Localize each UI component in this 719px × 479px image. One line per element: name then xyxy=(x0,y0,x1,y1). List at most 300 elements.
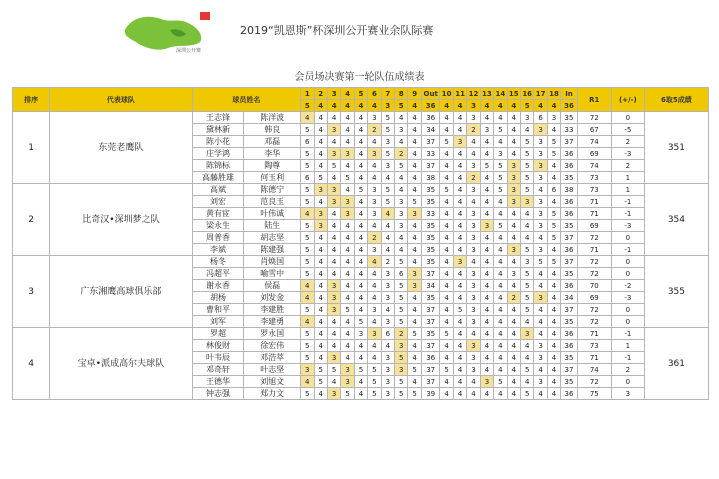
hole-score: 4 xyxy=(480,112,493,124)
hole-score: 3 xyxy=(368,208,381,220)
team-total: 354 xyxy=(644,184,708,256)
hole-score: 4 xyxy=(368,136,381,148)
hole-score: 3 xyxy=(534,220,547,232)
hole-score: 4 xyxy=(494,316,507,328)
hole-score: 3 xyxy=(368,304,381,316)
hole-score: 6 xyxy=(301,136,314,148)
hole-score: 4 xyxy=(368,340,381,352)
hole-score: 4 xyxy=(440,124,453,136)
team-name: 东莞老鹰队 xyxy=(50,112,193,184)
hole-score: 3 xyxy=(534,244,547,256)
hole-score: 5 xyxy=(395,292,408,304)
hole-score: 4 xyxy=(440,280,453,292)
hole-score: 4 xyxy=(520,316,533,328)
hole-score: 4 xyxy=(453,352,466,364)
hole-score: 4 xyxy=(341,316,354,328)
hole-score: 4 xyxy=(440,304,453,316)
player-row xyxy=(13,256,709,268)
hole-score: 4 xyxy=(395,112,408,124)
hole-score: 4 xyxy=(494,244,507,256)
hole-score: 4 xyxy=(301,112,314,124)
hole-score: 5 xyxy=(494,160,507,172)
hole-score: 3 xyxy=(314,220,327,232)
hole-score: 3 xyxy=(534,124,547,136)
hole-score: 4 xyxy=(341,244,354,256)
hole-score: 4 xyxy=(314,124,327,136)
hole-score: 4 xyxy=(301,292,314,304)
team-rank: 3 xyxy=(13,256,50,328)
hole-score: 4 xyxy=(453,196,466,208)
player-name: 罗超 xyxy=(192,328,244,340)
hole-score: 4 xyxy=(301,316,314,328)
hole-score: 3 xyxy=(341,196,354,208)
hole-score: 5 xyxy=(494,376,507,388)
round-total: 69 xyxy=(577,148,611,160)
hole-score: 4 xyxy=(327,316,340,328)
hole-score: 4 xyxy=(547,352,560,364)
round-total: 73 xyxy=(577,340,611,352)
player-name: 刘军 xyxy=(192,316,244,328)
player-name: 黄有宧 xyxy=(192,208,244,220)
hole-score: 3 xyxy=(327,184,340,196)
hole-score: 4 xyxy=(534,364,547,376)
player-name: 叶志坚 xyxy=(244,364,301,376)
hole-score: 4 xyxy=(368,220,381,232)
header-par: 4 xyxy=(327,100,340,112)
shenzhen-open-logo xyxy=(120,8,215,56)
header-par: 3 xyxy=(381,100,394,112)
hole-score: 4 xyxy=(314,232,327,244)
round-total: 72 xyxy=(577,316,611,328)
hole-score: 4 xyxy=(327,328,340,340)
hole-score: 4 xyxy=(408,172,421,184)
hole-score: 6 xyxy=(547,184,560,196)
round-total: 71 xyxy=(577,352,611,364)
hole-score: 35 xyxy=(421,292,440,304)
hole-score: 4 xyxy=(547,280,560,292)
header-par: 4 xyxy=(534,100,547,112)
hole-score: 5 xyxy=(314,172,327,184)
hole-score: 4 xyxy=(341,328,354,340)
hole-score: 3 xyxy=(467,232,480,244)
hole-score: 6 xyxy=(395,268,408,280)
header-par: 4 xyxy=(494,100,507,112)
hole-score: 4 xyxy=(408,352,421,364)
hole-score: 37 xyxy=(421,136,440,148)
hole-score: 4 xyxy=(440,112,453,124)
to-par: 3 xyxy=(611,388,644,400)
hole-score: 4 xyxy=(507,340,520,352)
to-par: -1 xyxy=(611,244,644,256)
hole-score: 3 xyxy=(520,196,533,208)
hole-score: 36 xyxy=(561,208,578,220)
header-hole: 15 xyxy=(508,89,519,98)
to-par: -1 xyxy=(611,352,644,364)
hole-score: 4 xyxy=(440,232,453,244)
round-total: 72 xyxy=(577,268,611,280)
hole-score: 4 xyxy=(354,340,367,352)
to-par: 0 xyxy=(611,376,644,388)
player-row xyxy=(13,184,709,196)
hole-score: 3 xyxy=(467,292,480,304)
hole-score: 4 xyxy=(341,268,354,280)
hole-score: 4 xyxy=(507,124,520,136)
hole-score: 4 xyxy=(507,256,520,268)
hole-score: 3 xyxy=(381,160,394,172)
hole-score: 3 xyxy=(381,268,394,280)
hole-score: 3 xyxy=(408,208,421,220)
hole-score: 5 xyxy=(494,220,507,232)
hole-score: 3 xyxy=(381,352,394,364)
hole-score: 4 xyxy=(480,364,493,376)
hole-score: 4 xyxy=(408,376,421,388)
hole-score: 4 xyxy=(381,208,394,220)
svg-text:深圳公开赛: 深圳公开赛 xyxy=(176,48,202,54)
player-name: 陶尊 xyxy=(244,160,301,172)
hole-score: 36 xyxy=(561,328,578,340)
player-name: 侯磊 xyxy=(244,280,301,292)
hole-score: 4 xyxy=(440,196,453,208)
to-par: 0 xyxy=(611,316,644,328)
hole-score: 5 xyxy=(440,184,453,196)
hole-score: 4 xyxy=(507,328,520,340)
hole-score: 4 xyxy=(467,376,480,388)
round-total: 72 xyxy=(577,232,611,244)
to-par: 0 xyxy=(611,268,644,280)
player-name: 陆生 xyxy=(244,220,301,232)
hole-score: 5 xyxy=(440,136,453,148)
round-total: 69 xyxy=(577,220,611,232)
hole-score: 4 xyxy=(314,112,327,124)
hole-score: 5 xyxy=(520,136,533,148)
hole-score: 3 xyxy=(467,112,480,124)
hole-score: 3 xyxy=(327,280,340,292)
header-hole: Out xyxy=(421,88,440,100)
hole-score: 3 xyxy=(480,376,493,388)
hole-score: 3 xyxy=(520,112,533,124)
round-total: 75 xyxy=(577,388,611,400)
hole-score: 5 xyxy=(354,184,367,196)
hole-score: 37 xyxy=(421,268,440,280)
hole-score: 35 xyxy=(421,220,440,232)
hole-score: 4 xyxy=(507,148,520,160)
hole-score: 35 xyxy=(561,268,578,280)
hole-score: 4 xyxy=(547,328,560,340)
hole-score: 2 xyxy=(395,328,408,340)
header-hole: 5 xyxy=(354,88,367,100)
header-hole: 3 xyxy=(327,88,340,100)
hole-score: 4 xyxy=(520,352,533,364)
to-par: -3 xyxy=(611,220,644,232)
hole-score: 4 xyxy=(547,316,560,328)
header-par: 36 xyxy=(421,100,440,112)
header-hole: 7 xyxy=(381,88,394,100)
hole-score: 5 xyxy=(301,352,314,364)
header-hole: 13 xyxy=(482,89,492,98)
hole-score: 3 xyxy=(467,184,480,196)
hole-score: 4 xyxy=(494,256,507,268)
hole-score: 3 xyxy=(480,124,493,136)
hole-score: 3 xyxy=(368,112,381,124)
hole-score: 4 xyxy=(547,364,560,376)
hole-score: 4 xyxy=(408,340,421,352)
hole-score: 35 xyxy=(561,352,578,364)
hole-score: 4 xyxy=(520,376,533,388)
hole-score: 4 xyxy=(408,160,421,172)
scores-table xyxy=(12,87,709,400)
header-hole: 11 xyxy=(455,89,465,98)
player-name: 喻雪中 xyxy=(244,268,301,280)
hole-score: 5 xyxy=(301,196,314,208)
hole-score: 5 xyxy=(314,364,327,376)
header-hole: 17 xyxy=(535,89,546,98)
player-name: 黛林新 xyxy=(192,124,244,136)
hole-score: 5 xyxy=(314,376,327,388)
hole-score: 3 xyxy=(534,292,547,304)
hole-score: 3 xyxy=(341,148,354,160)
hole-score: 5 xyxy=(301,184,314,196)
hole-score: 4 xyxy=(314,196,327,208)
hole-score: 4 xyxy=(354,220,367,232)
hole-score: 4 xyxy=(354,352,367,364)
hole-score: 4 xyxy=(467,136,480,148)
hole-score: 4 xyxy=(520,220,533,232)
hole-score: 2 xyxy=(368,232,381,244)
hole-score: 5 xyxy=(547,136,560,148)
hole-score: 4 xyxy=(547,268,560,280)
player-name: 徐宏伟 xyxy=(244,340,301,352)
hole-score: 3 xyxy=(547,112,560,124)
hole-score: 4 xyxy=(494,292,507,304)
round-total: 73 xyxy=(577,172,611,184)
hole-score: 4 xyxy=(453,268,466,280)
hole-score: 3 xyxy=(467,316,480,328)
hole-score: 3 xyxy=(507,172,520,184)
hole-score: 4 xyxy=(341,160,354,172)
hole-score: 35 xyxy=(421,256,440,268)
hole-score: 3 xyxy=(341,376,354,388)
hole-score: 4 xyxy=(507,280,520,292)
hole-score: 3 xyxy=(534,376,547,388)
header-row-holes xyxy=(13,88,709,100)
hole-score: 4 xyxy=(494,268,507,280)
hole-score: 4 xyxy=(547,388,560,400)
hole-score: 37 xyxy=(561,232,578,244)
hole-score: 5 xyxy=(354,364,367,376)
hole-score: 5 xyxy=(520,280,533,292)
to-par: 2 xyxy=(611,364,644,376)
round-total: 73 xyxy=(577,184,611,196)
hole-score: 4 xyxy=(327,268,340,280)
hole-score: 4 xyxy=(408,148,421,160)
player-name: 庄学鸿 xyxy=(192,148,244,160)
to-par: 1 xyxy=(611,172,644,184)
hole-score: 4 xyxy=(494,388,507,400)
hole-score: 5 xyxy=(408,196,421,208)
hole-score: 3 xyxy=(467,268,480,280)
player-name: 邓磊 xyxy=(244,136,301,148)
hole-score: 3 xyxy=(480,220,493,232)
hole-score: 35 xyxy=(561,220,578,232)
hole-score: 4 xyxy=(480,244,493,256)
hole-score: 4 xyxy=(507,232,520,244)
hole-score: 4 xyxy=(494,364,507,376)
hole-score: 36 xyxy=(561,148,578,160)
hole-score: 3 xyxy=(507,184,520,196)
hole-score: 4 xyxy=(494,112,507,124)
to-par: 0 xyxy=(611,304,644,316)
hole-score: 4 xyxy=(494,304,507,316)
player-name: 陈建强 xyxy=(244,244,301,256)
hole-score: 4 xyxy=(507,208,520,220)
hole-score: 4 xyxy=(354,148,367,160)
hole-score: 3 xyxy=(327,292,340,304)
hole-score: 4 xyxy=(354,376,367,388)
hole-score: 4 xyxy=(354,292,367,304)
hole-score: 4 xyxy=(395,172,408,184)
hole-score: 3 xyxy=(494,148,507,160)
hole-score: 4 xyxy=(301,280,314,292)
hole-score: 5 xyxy=(547,148,560,160)
player-name: 梁永生 xyxy=(192,220,244,232)
hole-score: 4 xyxy=(507,136,520,148)
player-name: 罗永国 xyxy=(244,328,301,340)
hole-score: 36 xyxy=(561,196,578,208)
hole-score: 5 xyxy=(547,232,560,244)
hole-score: 4 xyxy=(354,304,367,316)
hole-score: 4 xyxy=(381,340,394,352)
page-header xyxy=(0,0,719,90)
hole-score: 5 xyxy=(408,388,421,400)
hole-score: 3 xyxy=(467,352,480,364)
hole-score: 5 xyxy=(480,160,493,172)
hole-score: 6 xyxy=(534,112,547,124)
hole-score: 4 xyxy=(341,220,354,232)
hole-score: 4 xyxy=(467,256,480,268)
hole-score: 4 xyxy=(480,340,493,352)
hole-score: 5 xyxy=(327,160,340,172)
hole-score: 4 xyxy=(520,232,533,244)
hole-score: 4 xyxy=(381,244,394,256)
hole-score: 3 xyxy=(534,172,547,184)
hole-score: 5 xyxy=(301,340,314,352)
header-par: 36 xyxy=(561,100,578,112)
header-par: 4 xyxy=(547,100,560,112)
hole-score: 4 xyxy=(534,388,547,400)
header-rank: 排序 xyxy=(13,88,50,112)
to-par: 0 xyxy=(611,112,644,124)
hole-score: 4 xyxy=(354,124,367,136)
hole-score: 6 xyxy=(301,172,314,184)
hole-score: 3 xyxy=(408,280,421,292)
hole-score: 2 xyxy=(381,256,394,268)
header-par: 5 xyxy=(301,100,314,112)
hole-score: 4 xyxy=(453,280,466,292)
hole-score: 5 xyxy=(301,244,314,256)
hole-score: 4 xyxy=(314,244,327,256)
hole-score: 4 xyxy=(453,388,466,400)
hole-score: 4 xyxy=(547,292,560,304)
hole-score: 35 xyxy=(421,196,440,208)
team-rank: 1 xyxy=(13,112,50,184)
hole-score: 4 xyxy=(408,244,421,256)
hole-score: 4 xyxy=(453,328,466,340)
hole-score: 38 xyxy=(561,184,578,196)
hole-score: 36 xyxy=(561,340,578,352)
hole-score: 36 xyxy=(561,160,578,172)
hole-score: 33 xyxy=(421,208,440,220)
hole-score: 3 xyxy=(507,196,520,208)
hole-score: 4 xyxy=(354,388,367,400)
hole-score: 4 xyxy=(480,208,493,220)
team-name: 比奇汉•深圳梦之队 xyxy=(50,184,193,256)
hole-score: 5 xyxy=(440,364,453,376)
hole-score: 5 xyxy=(494,172,507,184)
hole-score: 3 xyxy=(534,208,547,220)
player-name: 邓浩萃 xyxy=(244,352,301,364)
header-hole: 16 xyxy=(522,89,533,98)
hole-score: 5 xyxy=(381,184,394,196)
hole-score: 37 xyxy=(561,256,578,268)
hole-score: 4 xyxy=(453,316,466,328)
hole-score: 3 xyxy=(381,136,394,148)
hole-score: 4 xyxy=(408,316,421,328)
header-par: 4 xyxy=(440,100,453,112)
team-total: 355 xyxy=(644,256,708,328)
round-total: 71 xyxy=(577,208,611,220)
hole-score: 4 xyxy=(480,304,493,316)
hole-score: 3 xyxy=(368,148,381,160)
hole-score: 5 xyxy=(395,376,408,388)
hole-score: 4 xyxy=(341,124,354,136)
hole-score: 4 xyxy=(467,328,480,340)
hole-score: 4 xyxy=(341,232,354,244)
hole-score: 37 xyxy=(421,376,440,388)
hole-score: 4 xyxy=(341,340,354,352)
hole-score: 5 xyxy=(395,160,408,172)
hole-score: 4 xyxy=(534,280,547,292)
player-name: 刘宏 xyxy=(192,196,244,208)
hole-score: 4 xyxy=(368,352,381,364)
page-title: 2019“凯恩斯”杯深圳公开赛业余队际赛 xyxy=(240,24,434,37)
hole-score: 4 xyxy=(327,208,340,220)
hole-score: 4 xyxy=(395,244,408,256)
team-name: 宝卓•派成高尔夫球队 xyxy=(50,328,193,400)
hole-score: 36 xyxy=(561,280,578,292)
hole-score: 3 xyxy=(368,196,381,208)
hole-score: 35 xyxy=(421,184,440,196)
hole-score: 4 xyxy=(480,256,493,268)
hole-score: 4 xyxy=(408,232,421,244)
hole-score: 5 xyxy=(341,304,354,316)
hole-score: 5 xyxy=(520,172,533,184)
header-par: 4 xyxy=(341,100,354,112)
hole-score: 5 xyxy=(520,292,533,304)
table-subtitle: 会员场决赛第一轮队伍成绩表 xyxy=(294,72,425,83)
hole-score: 4 xyxy=(381,172,394,184)
hole-score: 3 xyxy=(314,184,327,196)
header-hole: 14 xyxy=(495,89,506,98)
hole-score: 4 xyxy=(453,340,466,352)
hole-score: 5 xyxy=(395,256,408,268)
to-par: -3 xyxy=(611,148,644,160)
hole-score: 4 xyxy=(301,376,314,388)
player-name: 杨冬 xyxy=(192,256,244,268)
hole-score: 4 xyxy=(301,208,314,220)
hole-score: 5 xyxy=(341,172,354,184)
hole-score: 3 xyxy=(327,148,340,160)
hole-score: 4 xyxy=(381,304,394,316)
